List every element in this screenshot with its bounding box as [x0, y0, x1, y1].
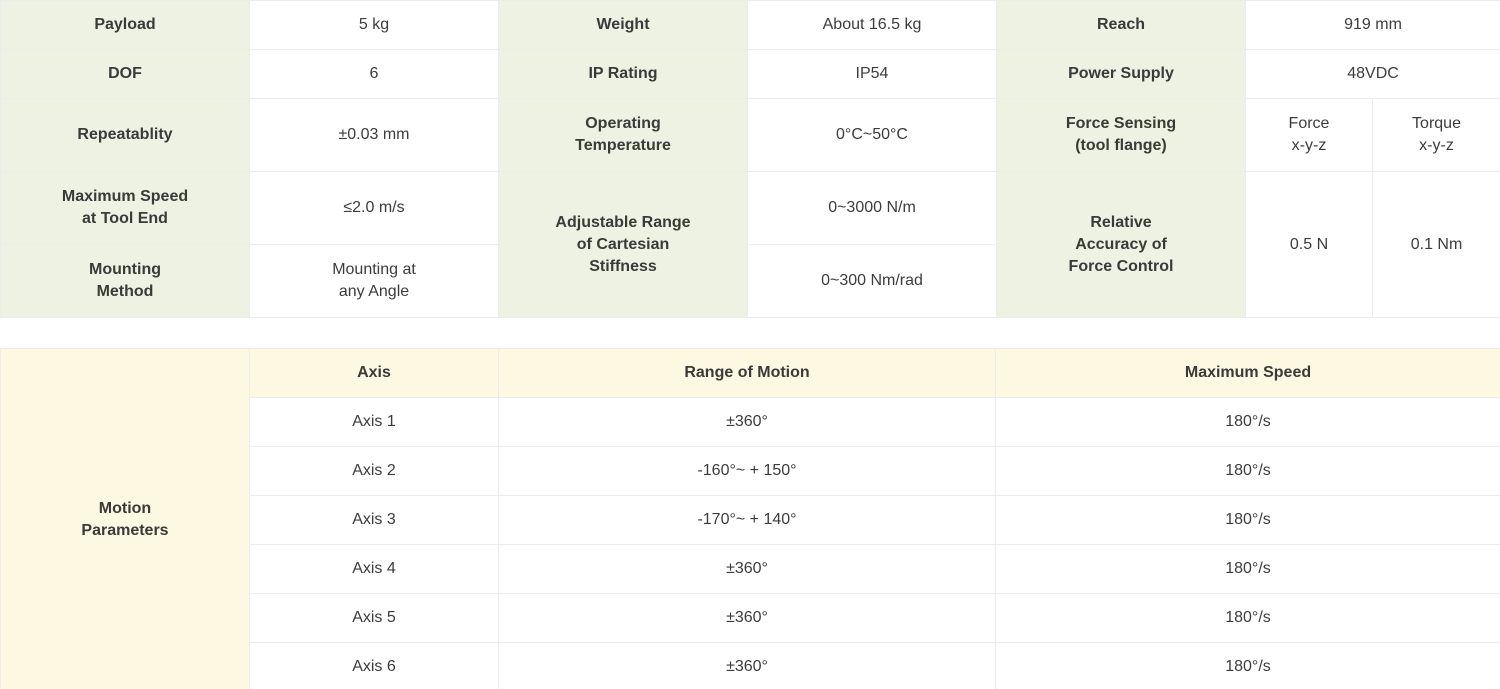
ip-rating-label: IP Rating — [499, 50, 748, 99]
column-header-axis: Axis — [250, 349, 499, 398]
force-control-accuracy-label-line: Relative — [1090, 213, 1152, 231]
cartesian-stiffness-label-line: of Cartesian — [576, 235, 670, 253]
dof-value: 6 — [250, 50, 499, 99]
range-cell: ±360° — [499, 594, 996, 643]
cartesian-stiffness-label — [499, 172, 748, 318]
repeatability-label: Repeatablity — [1, 99, 250, 172]
mounting-method-value — [250, 245, 499, 318]
weight-label: Weight — [499, 1, 748, 50]
force-sensing-torque-line: x-y-z — [1419, 137, 1454, 154]
max-speed-label-line: at Tool End — [82, 210, 168, 227]
reach-label: Reach — [997, 1, 1246, 50]
motion-parameters-table — [0, 348, 1500, 689]
mounting-method-value-line: Mounting at — [332, 261, 416, 278]
force-control-accuracy-label-line: Force Control — [1068, 257, 1174, 275]
force-sensing-force-line: Force — [1288, 115, 1330, 132]
operating-temperature-value: 0°C~50°C — [748, 99, 997, 172]
force-sensing-label-line: Force Sensing — [1065, 115, 1177, 132]
motion-parameters-title — [1, 349, 250, 689]
range-cell: -170°~ + 140° — [499, 496, 996, 545]
axis-cell: Axis 6 — [250, 643, 499, 689]
column-header-range-of-motion: Range of Motion — [499, 349, 996, 398]
specifications-table — [0, 0, 1500, 318]
operating-temperature-label-line: Operating — [585, 115, 661, 132]
force-control-accuracy-label-line: Accuracy of — [1075, 235, 1167, 253]
axis-cell: Axis 1 — [250, 398, 499, 447]
mounting-method-value-line: any Angle — [338, 283, 410, 300]
power-supply-label: Power Supply — [997, 50, 1246, 99]
dof-label: DOF — [1, 50, 250, 99]
column-header-maximum-speed: Maximum Speed — [996, 349, 1500, 398]
force-sensing-label — [997, 99, 1246, 172]
force-sensing-label-line: (tool flange) — [1075, 137, 1167, 154]
repeatability-value: ±0.03 mm — [250, 99, 499, 172]
weight-value: About 16.5 kg — [748, 1, 997, 50]
payload-value: 5 kg — [250, 1, 499, 50]
axis-cell: Axis 2 — [250, 447, 499, 496]
force-sensing-torque — [1373, 99, 1500, 172]
reach-value: 919 mm — [1246, 1, 1500, 50]
mounting-method-label — [1, 245, 250, 318]
speed-cell: 180°/s — [996, 496, 1500, 545]
force-sensing-force — [1246, 99, 1373, 172]
operating-temperature-label — [499, 99, 748, 172]
force-control-accuracy-torque: 0.1 Nm — [1373, 172, 1500, 318]
range-cell: ±360° — [499, 545, 996, 594]
max-speed-label-line: Maximum Speed — [61, 188, 189, 205]
table-row — [1, 1, 1500, 50]
range-cell: ±360° — [499, 643, 996, 689]
range-cell: -160°~ + 150° — [499, 447, 996, 496]
table-header-row — [1, 349, 1500, 398]
max-speed-tool-end-value: ≤2.0 m/s — [250, 172, 499, 245]
speed-cell: 180°/s — [996, 643, 1500, 689]
operating-temperature-label-line: Temperature — [575, 137, 671, 154]
max-speed-tool-end-label — [1, 172, 250, 245]
power-supply-value: 48VDC — [1246, 50, 1500, 99]
force-control-accuracy-label — [997, 172, 1246, 318]
force-sensing-force-line: x-y-z — [1291, 137, 1327, 154]
payload-label: Payload — [1, 1, 250, 50]
range-cell: ±360° — [499, 398, 996, 447]
cartesian-stiffness-linear-value: 0~3000 N/m — [748, 172, 997, 245]
table-row — [1, 172, 1500, 245]
axis-cell: Axis 4 — [250, 545, 499, 594]
speed-cell: 180°/s — [996, 545, 1500, 594]
mounting-method-label-line: Method — [96, 283, 154, 300]
force-control-accuracy-force: 0.5 N — [1246, 172, 1373, 318]
motion-parameters-title-line: Motion — [98, 500, 152, 517]
cartesian-stiffness-label-line: Adjustable Range — [555, 213, 691, 231]
table-row — [1, 99, 1500, 172]
axis-cell: Axis 5 — [250, 594, 499, 643]
cartesian-stiffness-label-line: Stiffness — [589, 257, 657, 275]
motion-parameters-title-line: Parameters — [81, 522, 169, 539]
speed-cell: 180°/s — [996, 447, 1500, 496]
axis-cell: Axis 3 — [250, 496, 499, 545]
speed-cell: 180°/s — [996, 398, 1500, 447]
cartesian-stiffness-rotational-value: 0~300 Nm/rad — [748, 245, 997, 318]
speed-cell: 180°/s — [996, 594, 1500, 643]
force-sensing-torque-line: Torque — [1412, 115, 1461, 132]
mounting-method-label-line: Mounting — [89, 261, 161, 278]
ip-rating-value: IP54 — [748, 50, 997, 99]
table-row — [1, 50, 1500, 99]
